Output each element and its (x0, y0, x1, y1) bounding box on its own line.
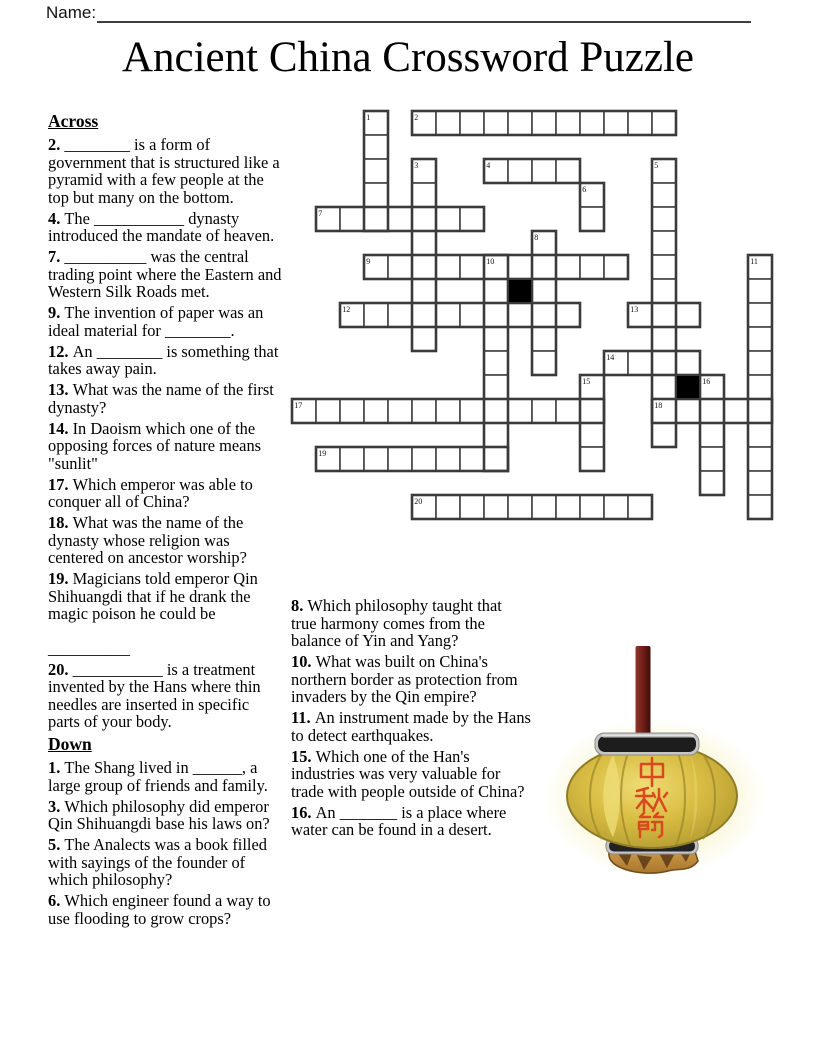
grid-cell[interactable] (484, 111, 508, 135)
grid-cell[interactable] (532, 495, 556, 519)
grid-cell[interactable] (652, 279, 676, 303)
grid-number: 20 (414, 497, 423, 506)
clue-8: 8. Which philosophy taught that true harmony comes from the balance of Yin and Yang? (291, 596, 502, 650)
grid-cell[interactable] (484, 303, 508, 327)
grid-cell[interactable] (652, 423, 676, 447)
grid-cell[interactable] (724, 399, 748, 423)
clue-14: 14. In Daoism which one of the opposing forces of nature means "sunlit" (48, 418, 262, 473)
grid-cell[interactable] (700, 471, 724, 495)
clue-number: 10. (291, 652, 316, 671)
grid-cell[interactable] (340, 399, 364, 423)
clue-11: 11. An instrument made by the Hans to detect earthquakes. (291, 708, 531, 745)
grid-cell[interactable] (388, 399, 412, 423)
grid-cell[interactable] (580, 399, 604, 423)
grid-cell[interactable] (532, 279, 556, 303)
clue-blank-line: __________ (48, 638, 130, 658)
grid-cell[interactable] (532, 327, 556, 351)
grid-number: 17 (294, 401, 303, 410)
grid-cell[interactable] (652, 327, 676, 351)
grid-cell[interactable] (484, 399, 508, 423)
clue-number: 18. (48, 513, 73, 532)
grid-cell[interactable] (412, 399, 436, 423)
grid-cell[interactable] (628, 111, 652, 135)
grid-cell[interactable] (412, 183, 436, 207)
name-input[interactable] (97, 0, 751, 23)
grid-number: 15 (582, 377, 591, 386)
clue-number: 12. (48, 341, 73, 361)
clue-number: 19. (48, 569, 73, 588)
grid-cell[interactable] (652, 303, 676, 327)
grid-cell[interactable] (676, 399, 700, 423)
grid-cell[interactable] (508, 495, 532, 519)
down-clues-left (48, 759, 284, 927)
grid-cell[interactable] (532, 255, 556, 279)
name-label: Name: (46, 3, 97, 22)
clue-number: 3. (48, 796, 65, 816)
grid-black-cell (508, 279, 532, 303)
clue-16: 16. An _______ is a place where water can be found in a desert. (291, 802, 507, 839)
grid-cell[interactable] (484, 351, 508, 375)
grid-cell[interactable] (652, 351, 676, 375)
grid-number: 6 (582, 185, 587, 194)
grid-cell[interactable] (556, 111, 580, 135)
grid-cell[interactable] (364, 135, 388, 159)
grid-cell[interactable] (364, 183, 388, 207)
grid-cell[interactable] (532, 399, 556, 423)
grid-number: 11 (750, 257, 758, 266)
grid-cell[interactable] (532, 351, 556, 375)
grid-cell[interactable] (460, 303, 484, 327)
grid-cell[interactable] (580, 423, 604, 447)
grid-cell[interactable] (484, 327, 508, 351)
grid-cell[interactable] (436, 447, 460, 471)
grid-cell[interactable] (388, 447, 412, 471)
clue-number: 15. (291, 746, 316, 766)
clue-number: 17. (48, 474, 73, 494)
grid-cell[interactable] (748, 399, 772, 423)
grid-cell[interactable] (388, 207, 412, 231)
grid-cell[interactable] (388, 303, 412, 327)
grid-cell[interactable] (412, 303, 436, 327)
grid-cell[interactable] (628, 351, 652, 375)
clue-number: 11. (291, 708, 315, 727)
grid-cell[interactable] (484, 495, 508, 519)
grid-cell[interactable] (532, 111, 556, 135)
clue-number: 5. (48, 835, 65, 854)
grid-cell[interactable] (388, 255, 412, 279)
lantern-illustration (540, 630, 790, 880)
across-heading: Across (48, 111, 99, 131)
clue-7: 7. __________ was the central trading point where the Eastern and Western Silk Roads met. (48, 247, 282, 301)
grid-cell[interactable] (748, 279, 772, 303)
clue-number: 14. (48, 418, 73, 438)
grid-number: 1 (366, 113, 371, 122)
grid-cell[interactable] (436, 399, 460, 423)
grid-cell[interactable] (412, 279, 436, 303)
grid-cell[interactable] (412, 207, 436, 231)
grid-number: 16 (702, 377, 711, 386)
grid-cell[interactable] (508, 111, 532, 135)
grid-cell[interactable] (580, 495, 604, 519)
grid-cell[interactable] (412, 255, 436, 279)
clue-number: 16. (291, 802, 316, 822)
grid-cell[interactable] (316, 399, 340, 423)
clue-number: 6. (48, 891, 65, 910)
clue-15: 15. Which one of the Han's industries was very valuable for trade with people outside of China? (291, 746, 525, 801)
grid-cell[interactable] (460, 447, 484, 471)
grid-cell[interactable] (460, 255, 484, 279)
page-title: Ancient China Crossword Puzzle (121, 34, 695, 81)
grid-number: 5 (654, 161, 659, 170)
grid-cell[interactable] (412, 231, 436, 255)
grid-number: 19 (318, 449, 327, 458)
grid-cell[interactable] (508, 159, 532, 183)
grid-number: 3 (414, 161, 419, 170)
clue-18: 18. What was the name of the dynasty whose religion was centered on ancestor worship? (48, 513, 247, 567)
clue-10: 10. What was built on China's northern border as protection from invaders by the Qin empire? (291, 652, 518, 706)
grid-cell[interactable] (556, 255, 580, 279)
grid-cell[interactable] (580, 447, 604, 471)
clue-column-middle (291, 597, 531, 842)
grid-cell[interactable] (700, 447, 724, 471)
clue-number: 7. (48, 247, 65, 266)
clue-number: 1. (48, 758, 65, 777)
clue-1: 1. The Shang lived in ______, a large group of friends and family. (48, 758, 268, 795)
grid-cell[interactable] (484, 375, 508, 399)
grid-cell[interactable] (508, 255, 532, 279)
grid-cell[interactable] (676, 351, 700, 375)
clue-number: 8. (291, 596, 308, 615)
grid-cell[interactable] (700, 399, 724, 423)
grid-cell[interactable] (676, 303, 700, 327)
grid-cell[interactable] (748, 303, 772, 327)
grid-cell[interactable] (556, 495, 580, 519)
grid-cell[interactable] (436, 255, 460, 279)
grid-cell[interactable] (460, 111, 484, 135)
grid-cell[interactable] (508, 303, 532, 327)
clue-number: 4. (48, 208, 65, 228)
grid-cell[interactable] (484, 447, 508, 471)
grid-cell[interactable] (460, 495, 484, 519)
grid-cell[interactable] (364, 447, 388, 471)
clue-9: 9. The invention of paper was an ideal material for ________. (48, 303, 264, 340)
grid-cell[interactable] (748, 423, 772, 447)
grid-cell[interactable] (652, 375, 676, 399)
grid-cell[interactable] (436, 207, 460, 231)
grid-cell[interactable] (364, 159, 388, 183)
clue-column-left (48, 111, 284, 931)
grid-cell[interactable] (532, 303, 556, 327)
grid-number: 2 (414, 113, 419, 122)
across-clues (48, 136, 284, 731)
grid-cell[interactable] (748, 351, 772, 375)
grid-cell[interactable] (652, 231, 676, 255)
grid-cell[interactable] (508, 399, 532, 423)
grid-cell[interactable] (580, 111, 604, 135)
grid-cell[interactable] (748, 495, 772, 519)
grid-cell[interactable] (364, 303, 388, 327)
clue-12: 12. An ________ is something that takes away pain. (48, 341, 279, 378)
grid-number: 14 (606, 353, 615, 362)
grid-cell[interactable] (532, 159, 556, 183)
grid-cell[interactable] (364, 207, 388, 231)
clue-3: 3. Which philosophy did emperor Qin Shihuangdi base his laws on? (48, 796, 270, 833)
grid-cell[interactable] (652, 255, 676, 279)
clue-4: 4. The ___________ dynasty introduced the mandate of heaven. (48, 208, 275, 245)
clue-17: 17. Which emperor was able to conquer all of China? (48, 474, 253, 511)
grid-cell[interactable] (604, 111, 628, 135)
grid-cell[interactable] (652, 111, 676, 135)
grid-cell[interactable] (460, 399, 484, 423)
grid-cell[interactable] (556, 159, 580, 183)
grid-cell[interactable] (556, 399, 580, 423)
grid-cell[interactable] (748, 471, 772, 495)
grid-cell[interactable] (700, 423, 724, 447)
grid-number: 9 (366, 257, 371, 266)
grid-cell[interactable] (652, 183, 676, 207)
grid-cell[interactable] (580, 255, 604, 279)
down-heading: Down (48, 734, 92, 754)
clue-5: 5. The Analects was a book filled with sayings of the founder of which philosophy? (48, 835, 267, 889)
grid-cell[interactable] (556, 303, 580, 327)
grid-cell[interactable] (748, 375, 772, 399)
grid-cell[interactable] (436, 111, 460, 135)
grid-cell[interactable] (748, 447, 772, 471)
grid-number: 4 (486, 161, 491, 170)
grid-cell[interactable] (580, 207, 604, 231)
lantern-stick (636, 646, 651, 742)
grid-cell[interactable] (340, 447, 364, 471)
clue-20: 20. ___________ is a treatment invented by the Hans where thin needles are inserted in specific parts of your body. (48, 659, 261, 731)
grid-cell[interactable] (484, 423, 508, 447)
grid-cell[interactable] (484, 279, 508, 303)
grid-cell[interactable] (340, 207, 364, 231)
grid-black-cell (676, 375, 700, 399)
clue-number: 9. (48, 303, 65, 322)
clue-19: 19. Magicians told emperor Qin Shihuangdi that if he drank the magic poison he could be __________ (48, 570, 284, 657)
clue-2: 2. ________ is a form of government that is structured like a pyramid with a few people at the top but many on the bottom. (48, 135, 280, 207)
down-clues-middle (291, 597, 531, 839)
grid-number: 12 (342, 305, 351, 314)
grid-number: 18 (654, 401, 663, 410)
clue-number: 20. (48, 659, 73, 679)
grid-cell[interactable] (604, 495, 628, 519)
grid-number: 7 (318, 209, 323, 218)
clue-number: 13. (48, 380, 73, 399)
grid-cell[interactable] (364, 399, 388, 423)
clue-6: 6. Which engineer found a way to use flooding to grow crops? (48, 891, 271, 928)
grid-cell[interactable] (436, 303, 460, 327)
crossword-grid (289, 108, 775, 522)
grid-cell[interactable] (628, 495, 652, 519)
grid-number: 10 (486, 257, 495, 266)
grid-cell[interactable] (460, 207, 484, 231)
grid-cell[interactable] (412, 327, 436, 351)
clue-number: 2. (48, 135, 65, 154)
grid-number: 13 (630, 305, 639, 314)
grid-cell[interactable] (412, 447, 436, 471)
grid-cell[interactable] (748, 327, 772, 351)
clue-13: 13. What was the name of the first dynasty? (48, 380, 274, 417)
grid-number: 8 (534, 233, 539, 242)
grid-cell[interactable] (436, 495, 460, 519)
grid-cell[interactable] (604, 255, 628, 279)
grid-cell[interactable] (652, 207, 676, 231)
